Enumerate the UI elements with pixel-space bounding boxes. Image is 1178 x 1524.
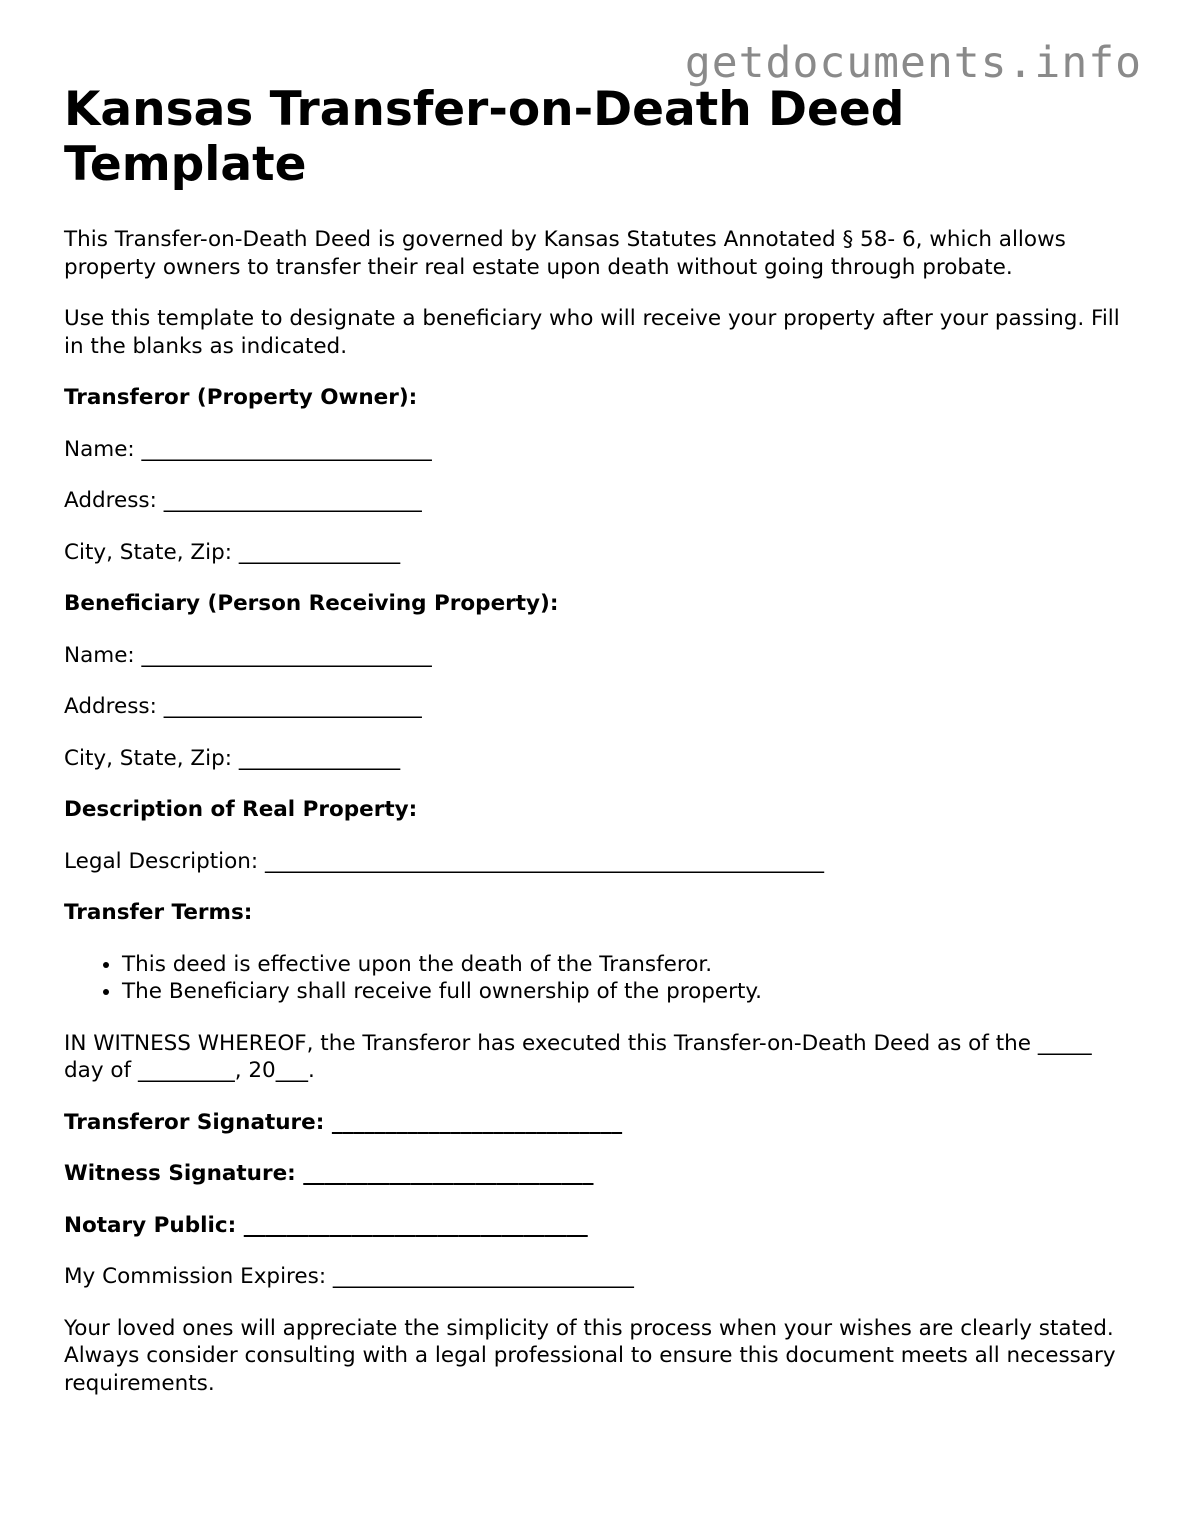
beneficiary-name-field: Name: ___________________________ bbox=[64, 642, 432, 668]
beneficiary-city-field: City, State, Zip: _______________ bbox=[64, 745, 401, 771]
document-body bbox=[64, 82, 1124, 1421]
witness-signature-line bbox=[64, 1160, 1124, 1188]
transferor-address-field: Address: ________________________ bbox=[64, 488, 422, 513]
commission-expires-field: My Commission Expires: ____________________________ bbox=[64, 1264, 634, 1289]
page-title: Kansas Transfer-on-Death Deed Template bbox=[64, 82, 905, 192]
watermark: getdocuments.info bbox=[684, 38, 1142, 88]
witness-signature-label: Witness Signature: bbox=[64, 1161, 296, 1186]
terms-list bbox=[64, 951, 1124, 1006]
witness-signature-blank: ___________________________ bbox=[295, 1161, 594, 1186]
usage-paragraph: Use this template to designate a beneficiary who will receive your property after your passing. Fill in the blanks as indicated. bbox=[64, 306, 1120, 359]
transferor-signature-label: Transferor Signature: bbox=[64, 1109, 325, 1135]
witness-clause: IN WITNESS WHEREOF, the Transferor has executed this Transfer-on-Death Deed as of the _____ day of _________, 20___. bbox=[64, 1030, 1092, 1083]
beneficiary-address-field: Address: ________________________ bbox=[64, 694, 422, 719]
list-item: • The Beneficiary shall receive full ownership of the property. bbox=[122, 978, 1124, 1006]
property-heading: Description of Real Property: bbox=[64, 797, 418, 822]
notary-line bbox=[64, 1212, 1124, 1240]
notary-label: Notary Public: bbox=[64, 1212, 237, 1238]
transferor-signature-blank: ___________________________ bbox=[324, 1109, 623, 1135]
legal-description-field: Legal Description: ____________________________________________________ bbox=[64, 848, 824, 874]
beneficiary-heading: Beneficiary (Person Receiving Property): bbox=[64, 591, 559, 616]
intro-paragraph: This Transfer-on-Death Deed is governed by Kansas Statutes Annotated § 58- 6, which allows property owners to transfer their real estate upon death without going through probate. bbox=[64, 227, 1066, 280]
transferor-name-field: Name: ___________________________ bbox=[64, 436, 432, 462]
transferor-heading: Transferor (Property Owner): bbox=[64, 385, 418, 410]
terms-heading: Transfer Terms: bbox=[64, 900, 253, 925]
notary-blank: ________________________________ bbox=[236, 1212, 588, 1238]
list-item: • This deed is effective upon the death of the Transferor. bbox=[122, 951, 1124, 979]
closing-paragraph: Your loved ones will appreciate the simplicity of this process when your wishes are clearly stated. Always consider consulting with a legal professional to ensure this document meets all necessary requirements. bbox=[64, 1315, 1116, 1396]
transferor-city-field: City, State, Zip: _______________ bbox=[64, 539, 401, 565]
transferor-signature-line bbox=[64, 1109, 1124, 1137]
